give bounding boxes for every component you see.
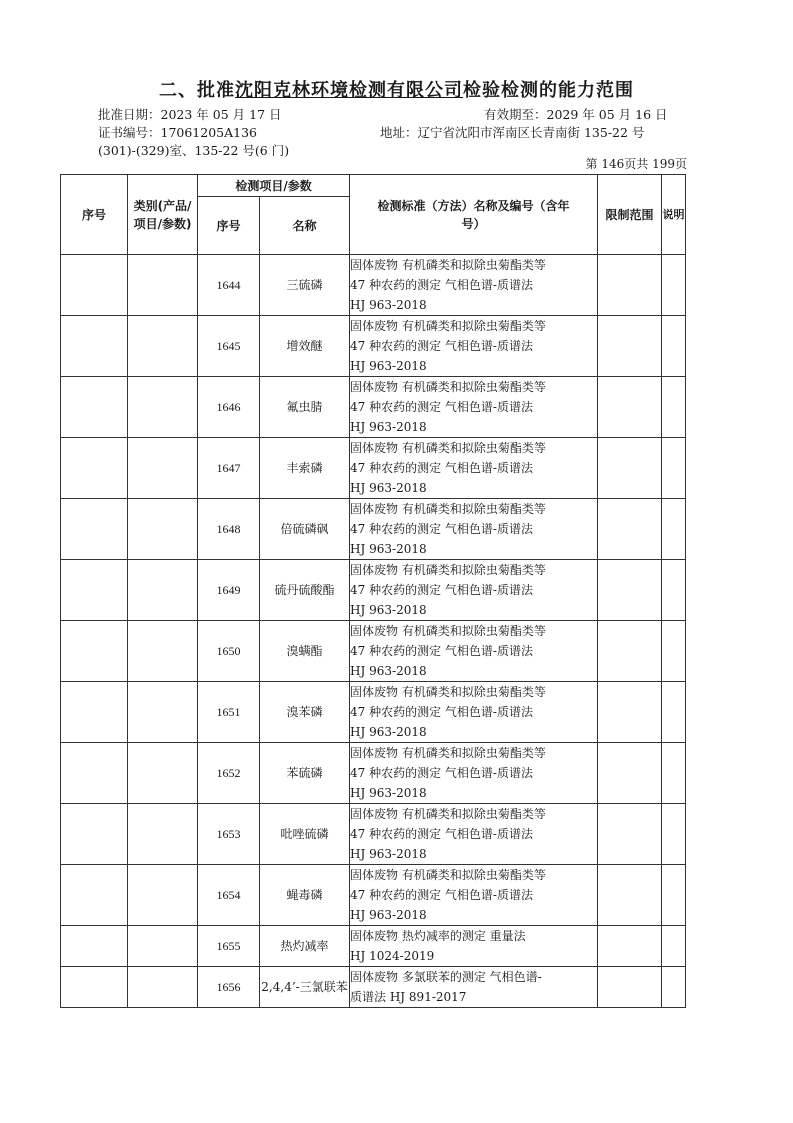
standard-line: 固体废物 有机磷类和拟除虫菊酯类等: [350, 624, 546, 638]
standard-line: 47 种农药的测定 气相色谱-质谱法: [350, 522, 533, 536]
item-number: 1654: [198, 865, 260, 926]
standard-line: 47 种农药的测定 气相色谱-质谱法: [350, 583, 533, 597]
limit-cell: [598, 316, 662, 377]
valid-until: 有效期至：2029 年 05 月 16 日: [484, 107, 668, 122]
standard-line: HJ 963-2018: [350, 298, 427, 312]
table-row: [61, 743, 686, 804]
row-category-cell: [128, 926, 198, 967]
standard-line: 47 种农药的测定 气相色谱-质谱法: [350, 827, 533, 841]
item-name: 丰索磷: [260, 438, 350, 499]
certificate-number: 证书编号：17061205A136: [98, 125, 258, 140]
item-number: 1656: [198, 967, 260, 1008]
page-title: [0, 76, 793, 102]
standard-line: 固体废物 有机磷类和拟除虫菊酯类等: [350, 502, 546, 516]
item-name: 溴螨酯: [260, 621, 350, 682]
standard-cell: [350, 865, 598, 926]
header-category: 类别(产品/项目/参数): [128, 175, 198, 255]
limit-cell: [598, 560, 662, 621]
item-number: 1646: [198, 377, 260, 438]
standard-line: HJ 963-2018: [350, 908, 427, 922]
row-category-cell: [128, 804, 198, 865]
row-seq-cell: [61, 621, 128, 682]
item-name: 2,4,4’-三氯联苯: [260, 967, 350, 1008]
standard-line: 固体废物 有机磷类和拟除虫菊酯类等: [350, 258, 546, 272]
note-cell: [662, 499, 686, 560]
header-item-name: 名称: [260, 197, 350, 255]
standard-line: 固体废物 有机磷类和拟除虫菊酯类等: [350, 380, 546, 394]
standard-cell: [350, 560, 598, 621]
item-number: 1648: [198, 499, 260, 560]
limit-cell: [598, 438, 662, 499]
limit-cell: [598, 682, 662, 743]
title-prefix: 二、批准: [159, 80, 235, 101]
table-row: [61, 499, 686, 560]
row-category-cell: [128, 499, 198, 560]
item-name: 吡唑硫磷: [260, 804, 350, 865]
item-name: 蝇毒磷: [260, 865, 350, 926]
table-row: [61, 926, 686, 967]
limit-cell: [598, 865, 662, 926]
row-seq-cell: [61, 926, 128, 967]
row-seq-cell: [61, 377, 128, 438]
row-category-cell: [128, 255, 198, 316]
note-cell: [662, 560, 686, 621]
standard-line: 固体废物 有机磷类和拟除虫菊酯类等: [350, 319, 546, 333]
note-cell: [662, 804, 686, 865]
note-cell: [662, 438, 686, 499]
item-name: 倍硫磷砜: [260, 499, 350, 560]
standard-line: HJ 963-2018: [350, 359, 427, 373]
limit-cell: [598, 621, 662, 682]
standard-line: 固体废物 热灼减率的测定 重量法: [350, 929, 526, 943]
table-body: [61, 255, 686, 1008]
header-note: 说明: [662, 175, 686, 255]
limit-cell: [598, 743, 662, 804]
standard-line: HJ 1024-2019: [350, 949, 435, 963]
standard-line: 固体废物 多氯联苯的测定 气相色谱-: [350, 970, 542, 984]
standard-cell: [350, 316, 598, 377]
item-number: 1649: [198, 560, 260, 621]
standard-line: 固体废物 有机磷类和拟除虫菊酯类等: [350, 685, 546, 699]
table-row: [61, 438, 686, 499]
row-category-cell: [128, 682, 198, 743]
item-name: 三硫磷: [260, 255, 350, 316]
item-name: 增效醚: [260, 316, 350, 377]
standard-line: 47 种农药的测定 气相色谱-质谱法: [350, 705, 533, 719]
standard-cell: [350, 377, 598, 438]
title-suffix: 检验检测的能力范围: [463, 80, 634, 101]
limit-cell: [598, 804, 662, 865]
approval-date: 批准日期：2023 年 05 月 17 日: [98, 107, 282, 122]
standard-line: 47 种农药的测定 气相色谱-质谱法: [350, 888, 533, 902]
note-cell: [662, 682, 686, 743]
address: 地址：辽宁省沈阳市浑南区长青南街 135-22 号: [380, 125, 645, 140]
standard-line: 47 种农药的测定 气相色谱-质谱法: [350, 278, 533, 292]
item-number: 1651: [198, 682, 260, 743]
standard-cell: [350, 682, 598, 743]
item-name: 硫丹硫酸酯: [260, 560, 350, 621]
row-seq-cell: [61, 316, 128, 377]
note-cell: [662, 377, 686, 438]
standard-line: 47 种农药的测定 气相色谱-质谱法: [350, 461, 533, 475]
header-standard: 检测标准（方法）名称及编号（含年号）: [350, 175, 598, 255]
table-row: [61, 682, 686, 743]
limit-cell: [598, 377, 662, 438]
header-limit: 限制范围: [598, 175, 662, 255]
item-number: 1645: [198, 316, 260, 377]
table-row: [61, 255, 686, 316]
row-category-cell: [128, 621, 198, 682]
note-cell: [662, 316, 686, 377]
standard-line: HJ 963-2018: [350, 847, 427, 861]
header-seq: 序号: [61, 175, 128, 255]
table-row: [61, 967, 686, 1008]
item-name: 热灼减率: [260, 926, 350, 967]
note-cell: [662, 967, 686, 1008]
standard-line: HJ 963-2018: [350, 664, 427, 678]
standard-line: HJ 963-2018: [350, 603, 427, 617]
standard-cell: [350, 804, 598, 865]
standard-cell: [350, 621, 598, 682]
item-number: 1650: [198, 621, 260, 682]
header-item-seq: 序号: [198, 197, 260, 255]
table-row: [61, 316, 686, 377]
standard-line: 固体废物 有机磷类和拟除虫菊酯类等: [350, 807, 546, 821]
row-category-cell: [128, 377, 198, 438]
limit-cell: [598, 967, 662, 1008]
standard-cell: [350, 499, 598, 560]
item-name: 苯硫磷: [260, 743, 350, 804]
standard-cell: [350, 926, 598, 967]
row-category-cell: [128, 743, 198, 804]
title-company: 沈阳克林环境检测有限公司: [235, 80, 463, 101]
row-seq-cell: [61, 743, 128, 804]
standard-line: 47 种农药的测定 气相色谱-质谱法: [350, 644, 533, 658]
note-cell: [662, 255, 686, 316]
standard-line: 47 种农药的测定 气相色谱-质谱法: [350, 339, 533, 353]
note-cell: [662, 621, 686, 682]
item-name: 氟虫腈: [260, 377, 350, 438]
row-category-cell: [128, 316, 198, 377]
limit-cell: [598, 926, 662, 967]
table-row: [61, 865, 686, 926]
standard-cell: [350, 438, 598, 499]
row-seq-cell: [61, 438, 128, 499]
row-seq-cell: [61, 255, 128, 316]
item-number: 1647: [198, 438, 260, 499]
row-seq-cell: [61, 804, 128, 865]
row-category-cell: [128, 967, 198, 1008]
item-number: 1655: [198, 926, 260, 967]
standard-line: 固体废物 有机磷类和拟除虫菊酯类等: [350, 746, 546, 760]
standard-line: 固体废物 有机磷类和拟除虫菊酯类等: [350, 563, 546, 577]
note-cell: [662, 865, 686, 926]
limit-cell: [598, 255, 662, 316]
item-number: 1644: [198, 255, 260, 316]
row-category-cell: [128, 865, 198, 926]
item-number: 1653: [198, 804, 260, 865]
row-category-cell: [128, 560, 198, 621]
row-seq-cell: [61, 499, 128, 560]
limit-cell: [598, 499, 662, 560]
standard-line: 固体废物 有机磷类和拟除虫菊酯类等: [350, 868, 546, 882]
standard-line: 固体废物 有机磷类和拟除虫菊酯类等: [350, 441, 546, 455]
row-seq-cell: [61, 682, 128, 743]
row-category-cell: [128, 438, 198, 499]
standard-line: 47 种农药的测定 气相色谱-质谱法: [350, 766, 533, 780]
address-continued: (301)-(329)室、135-22 号(6 门): [98, 143, 290, 158]
item-name: 溴苯磷: [260, 682, 350, 743]
page-number: 第 146页共 199页: [585, 157, 687, 171]
table-row: [61, 621, 686, 682]
row-seq-cell: [61, 967, 128, 1008]
note-cell: [662, 743, 686, 804]
row-seq-cell: [61, 865, 128, 926]
standard-line: 47 种农药的测定 气相色谱-质谱法: [350, 400, 533, 414]
row-seq-cell: [61, 560, 128, 621]
item-number: 1652: [198, 743, 260, 804]
standard-line: HJ 963-2018: [350, 786, 427, 800]
standard-line: 质谱法 HJ 891-2017: [350, 990, 467, 1004]
header-item-group: 检测项目/参数: [198, 175, 350, 197]
standard-line: HJ 963-2018: [350, 542, 427, 556]
note-cell: [662, 926, 686, 967]
table-row: [61, 560, 686, 621]
standard-line: HJ 963-2018: [350, 420, 427, 434]
standard-cell: [350, 743, 598, 804]
capability-table: [60, 174, 686, 1008]
table-row: [61, 377, 686, 438]
standard-line: HJ 963-2018: [350, 725, 427, 739]
standard-line: HJ 963-2018: [350, 481, 427, 495]
standard-cell: [350, 967, 598, 1008]
standard-cell: [350, 255, 598, 316]
table-row: [61, 804, 686, 865]
